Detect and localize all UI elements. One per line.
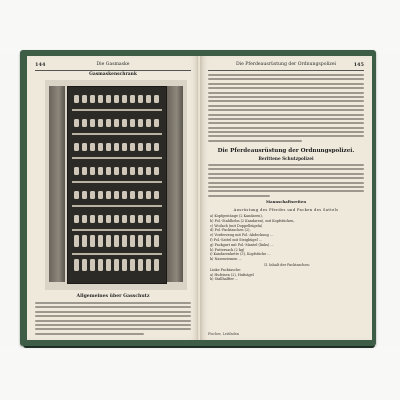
gas-mask-canister — [106, 191, 111, 199]
text-line — [208, 100, 364, 102]
text-line — [208, 140, 302, 142]
gas-mask-canister — [154, 259, 159, 271]
gas-mask-canister — [130, 119, 135, 127]
gas-mask-canister — [98, 259, 103, 271]
gas-mask-canister — [90, 119, 95, 127]
gas-mask-canister — [114, 259, 119, 271]
gas-mask-canister — [74, 95, 79, 103]
gas-mask-canister — [98, 235, 103, 247]
gas-mask-canister — [146, 95, 151, 103]
cabinet-body — [67, 86, 167, 284]
small-heading: Mannschaftsreiten — [265, 199, 307, 204]
gas-mask-canister — [146, 215, 151, 223]
gas-mask-canister — [90, 167, 95, 175]
right-body-text-top — [208, 74, 364, 144]
gas-mask-canister — [130, 235, 135, 247]
gas-mask-canister — [82, 215, 87, 223]
gas-mask-canister — [114, 215, 119, 223]
gas-mask-canister — [138, 235, 143, 247]
gas-mask-canister — [122, 167, 127, 175]
list-item: a) Hufeisen (2), Hufnägel — [210, 272, 254, 277]
gas-mask-canister — [90, 191, 95, 199]
cabinet-door-left — [49, 86, 65, 282]
gas-mask-canister — [90, 215, 95, 223]
left-page — [27, 56, 200, 340]
gas-mask-canister — [82, 167, 87, 175]
gas-mask-canister — [106, 143, 111, 151]
gas-mask-canister — [154, 235, 159, 247]
text-line — [208, 78, 364, 80]
gas-mask-canister — [114, 119, 119, 127]
shelf — [72, 205, 162, 207]
text-line — [208, 168, 364, 170]
gas-mask-canister — [146, 143, 151, 151]
gas-mask-canister — [154, 95, 159, 103]
gas-mask-canister — [114, 235, 119, 247]
gas-mask-canister — [146, 167, 151, 175]
gas-mask-canister — [154, 143, 159, 151]
gas-mask-canister — [122, 143, 127, 151]
gas-mask-canister — [122, 259, 127, 271]
right-running-head — [208, 62, 364, 70]
gas-mask-canister — [146, 259, 151, 271]
gas-mask-canister — [74, 119, 79, 127]
gas-mask-canister — [82, 143, 87, 151]
right-page-number: 145 — [353, 62, 364, 68]
gas-mask-canister — [130, 143, 135, 151]
shelf — [72, 253, 162, 255]
text-line — [208, 195, 270, 197]
text-line — [208, 122, 364, 124]
list-item: b) Pol.-Stahlhelm (2 Kandaren), mit Kopfstücken, — [210, 218, 295, 223]
gas-mask-canister — [146, 191, 151, 199]
gas-mask-canister — [98, 191, 103, 199]
photo-caption: Gasmaskenschrank — [89, 72, 137, 77]
gas-mask-canister — [74, 235, 79, 247]
list-item: Linke Packtasche: — [210, 267, 242, 272]
gas-mask-canister — [74, 143, 79, 151]
text-line — [208, 164, 364, 166]
gas-mask-canister — [106, 235, 111, 247]
gas-mask-canister — [106, 119, 111, 127]
left-running-title: Die Gasmaske — [96, 62, 130, 67]
gas-mask-canister — [138, 119, 143, 127]
right-head-rule — [208, 70, 364, 71]
gas-mask-canister — [154, 167, 159, 175]
gas-mask-canister — [114, 167, 119, 175]
list-heading: Ausrüstung des Pferdes und Packen des Sattels — [233, 208, 339, 212]
list-item: k) Nasenriemen ... — [210, 257, 242, 262]
gas-mask-canister — [122, 119, 127, 127]
right-page — [200, 56, 372, 340]
gas-mask-canister — [82, 259, 87, 271]
text-line — [208, 190, 364, 192]
gas-mask-canister — [74, 191, 79, 199]
list-item: e) Vorderzeug mit Pol.-Abdeckung ... — [210, 233, 274, 238]
gas-mask-canister — [106, 215, 111, 223]
text-line — [208, 127, 364, 129]
text-line — [35, 302, 191, 304]
gas-mask-canister — [106, 95, 111, 103]
list-item: g) Packgurt mit Pol.-Mantel (links) ... — [210, 242, 274, 247]
text-line — [35, 315, 191, 317]
cabinet-door-right — [167, 86, 183, 282]
gas-mask-canister — [130, 215, 135, 223]
text-line — [208, 114, 364, 116]
gas-mask-canister — [154, 119, 159, 127]
text-line — [208, 173, 364, 175]
gas-mask-canister — [146, 235, 151, 247]
text-line — [35, 306, 191, 308]
gas-mask-canister — [130, 259, 135, 271]
gas-mask-canister — [98, 215, 103, 223]
text-line — [208, 182, 364, 184]
gas-mask-canister — [146, 119, 151, 127]
text-line — [208, 135, 364, 137]
gas-mask-canister — [114, 95, 119, 103]
gas-mask-canister — [98, 143, 103, 151]
gas-mask-canister — [138, 143, 143, 151]
gas-mask-canister — [138, 215, 143, 223]
shelf — [72, 157, 162, 159]
right-running-title: Die Pferdeausrüstung der Ordnungspolizei — [235, 62, 337, 67]
gas-mask-canister — [122, 235, 127, 247]
shelf — [72, 229, 162, 231]
gas-mask-canister — [90, 95, 95, 103]
list-item: II. Inhalt der Packtaschen: — [264, 262, 310, 267]
shelf — [72, 133, 162, 135]
gas-mask-canister — [138, 95, 143, 103]
text-line — [35, 320, 191, 322]
list-item: b) Stallhalfter ... — [210, 277, 239, 282]
gas-mask-canister — [74, 215, 79, 223]
text-line — [208, 87, 364, 89]
gas-mask-canister — [98, 167, 103, 175]
gas-mask-canister — [122, 95, 127, 103]
text-line — [208, 105, 364, 107]
gas-mask-canister — [154, 191, 159, 199]
background-bottom — [0, 346, 400, 400]
list-item: i) Kandarenkette (3), Kopfstücke ... — [210, 252, 271, 257]
text-line — [35, 324, 191, 326]
text-line — [35, 311, 191, 313]
gas-mask-canister — [82, 191, 87, 199]
gas-mask-canister — [98, 95, 103, 103]
gas-mask-canister — [82, 95, 87, 103]
gas-mask-canister — [130, 95, 135, 103]
gas-mask-canister — [138, 167, 143, 175]
gas-mask-canister — [122, 191, 127, 199]
gas-mask-canister — [138, 191, 143, 199]
left-running-head — [35, 62, 191, 70]
text-line — [208, 186, 364, 188]
gas-mask-canister — [106, 259, 111, 271]
equipment-list — [210, 214, 364, 282]
gas-mask-canister — [114, 191, 119, 199]
gas-mask-canister — [98, 119, 103, 127]
right-body-text-mid — [208, 164, 364, 199]
gas-mask-canister — [106, 167, 111, 175]
gas-mask-canister — [90, 143, 95, 151]
text-line — [35, 328, 191, 330]
left-body-text — [35, 302, 191, 337]
list-item: a) Kopfgestänge (2 Kandaren), — [210, 214, 263, 218]
section-heading: Allgemeines über Gasschutz — [76, 294, 150, 299]
section-heading: Die Pferdeausrüstung der Ordnungspolizei. — [217, 148, 355, 154]
gas-mask-canister — [74, 259, 79, 271]
gas-mask-canister — [82, 235, 87, 247]
left-page-number: 144 — [35, 62, 46, 68]
background-top — [0, 0, 400, 54]
gas-mask-canister — [82, 119, 87, 127]
subheading: Berittene Schutzpolizei — [258, 156, 314, 161]
gas-mask-canister — [74, 167, 79, 175]
list-item: d) Pol.-Packtaschen (2), — [210, 228, 251, 233]
footer-text: Fischer, Leitfaden — [208, 332, 240, 336]
list-item: c) Woilach (mit Doppelbügeln) — [210, 223, 263, 228]
text-line — [208, 96, 364, 98]
gas-mask-canister — [130, 167, 135, 175]
gas-mask-canister — [90, 235, 95, 247]
text-line — [35, 333, 144, 335]
list-item: f) Pol.-Sattel mit Steigbügel ... — [210, 237, 262, 242]
gas-mask-canister — [138, 259, 143, 271]
cabinet-photo — [45, 80, 187, 290]
text-line — [208, 83, 364, 85]
list-item: h) Futtersack (2 kg) — [210, 247, 245, 252]
text-line — [208, 177, 364, 179]
shelf — [72, 181, 162, 183]
text-line — [208, 118, 364, 120]
shelf — [72, 109, 162, 111]
text-line — [208, 131, 364, 133]
gas-mask-canister — [90, 259, 95, 271]
text-line — [208, 74, 364, 76]
text-line — [208, 92, 364, 94]
gas-mask-canister — [154, 215, 159, 223]
gas-mask-canister — [114, 143, 119, 151]
left-head-rule — [35, 70, 191, 71]
gas-mask-canister — [130, 191, 135, 199]
text-line — [208, 109, 364, 111]
gas-mask-canister — [122, 215, 127, 223]
